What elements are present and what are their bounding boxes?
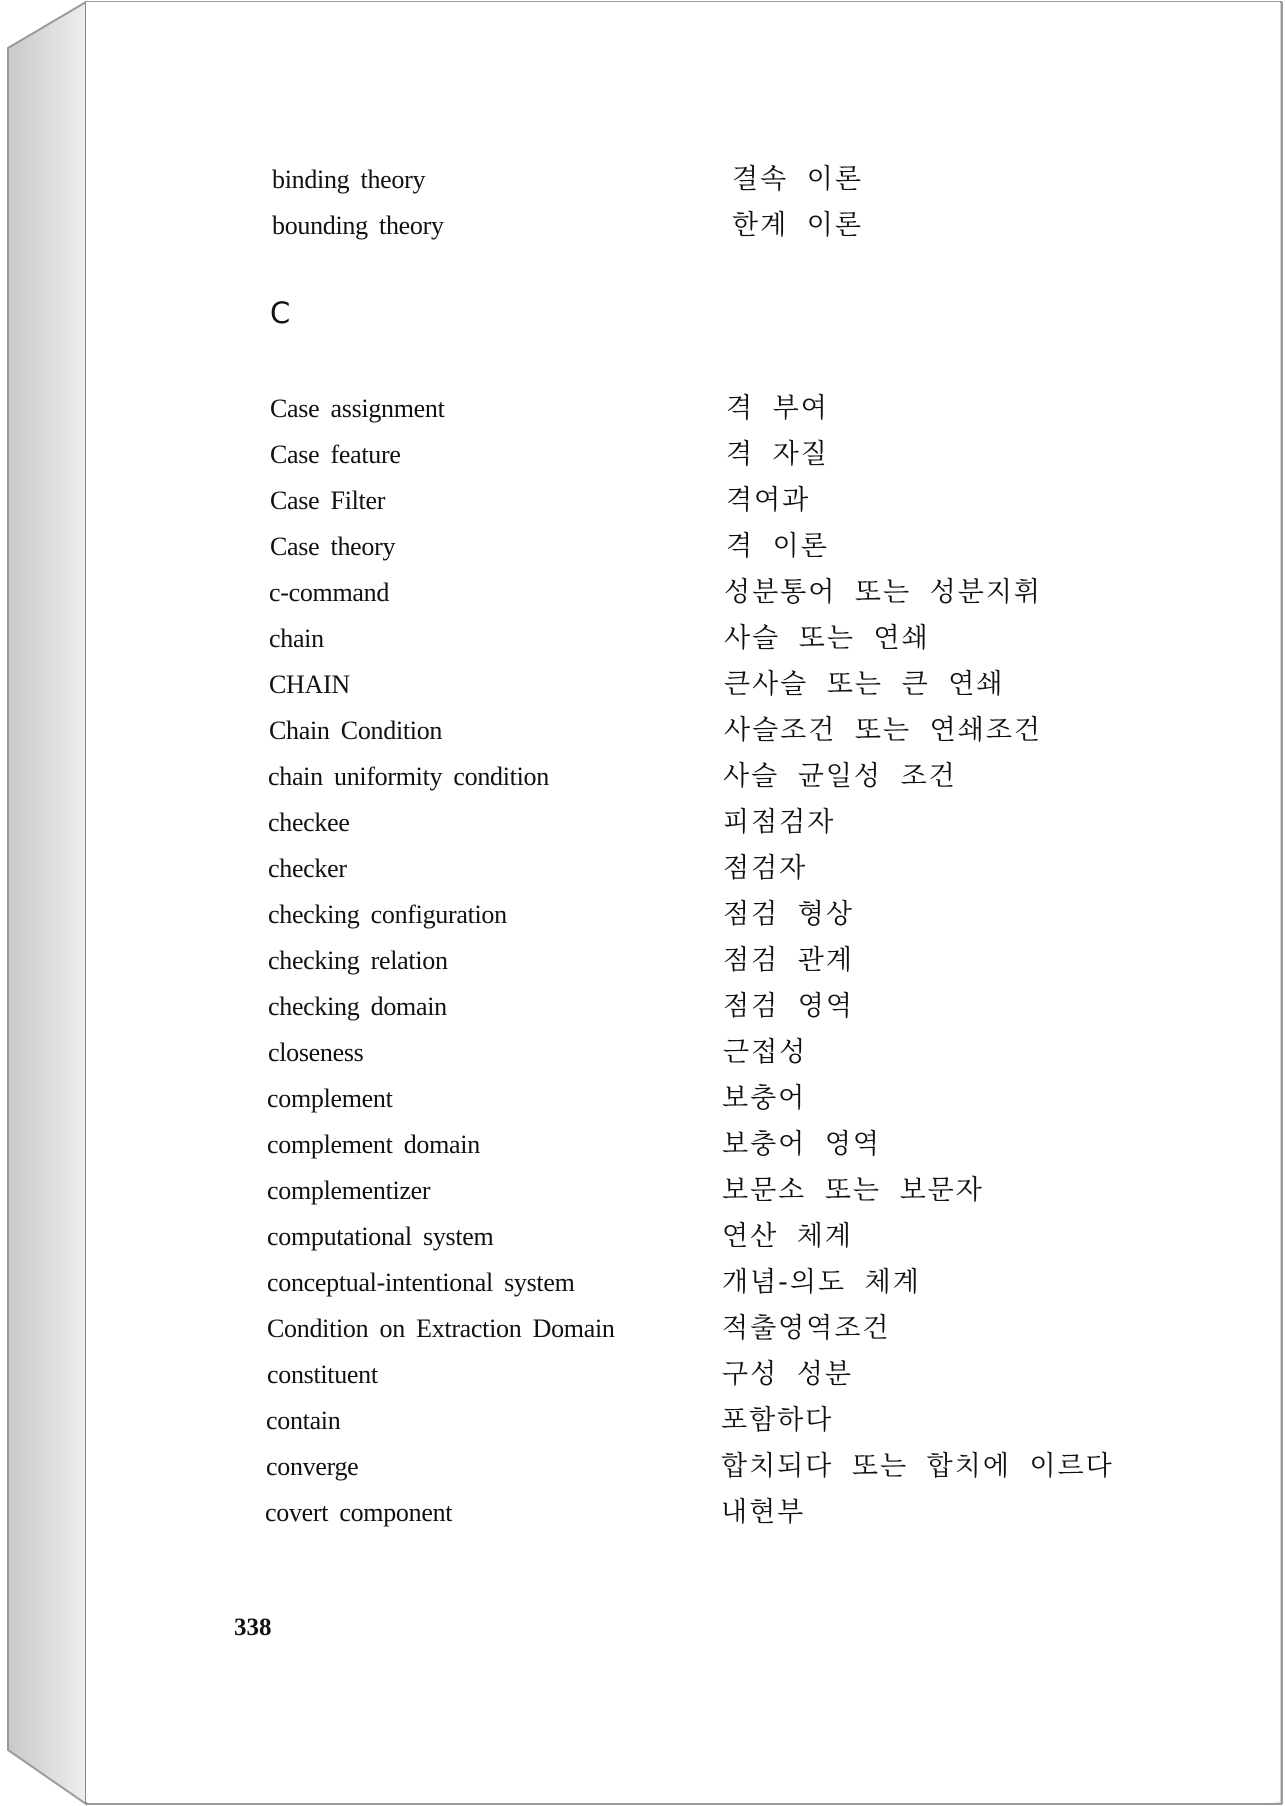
english-term: Case Filter bbox=[270, 486, 386, 515]
glossary-entry bbox=[86, 386, 1280, 432]
korean-translation: 격 부여 bbox=[726, 393, 829, 424]
korean-translation: 점검자 bbox=[723, 853, 808, 884]
english-term: Condition on Extraction Domain bbox=[267, 1314, 615, 1343]
english-term: checking domain bbox=[268, 992, 447, 1021]
glossary-entry bbox=[86, 203, 1280, 249]
korean-translation: 보문소 또는 보문자 bbox=[722, 1175, 984, 1206]
glossary-entry bbox=[86, 754, 1280, 800]
korean-translation: 근접성 bbox=[723, 1037, 808, 1068]
english-term: checking configuration bbox=[268, 900, 507, 929]
c-entries bbox=[86, 386, 1280, 1536]
korean-translation: 사슬 또는 연쇄 bbox=[724, 623, 930, 654]
english-term: checking relation bbox=[268, 946, 448, 975]
english-term: converge bbox=[266, 1452, 359, 1481]
glossary-entry bbox=[86, 1076, 1280, 1122]
glossary-entry bbox=[86, 708, 1280, 754]
english-term: CHAIN bbox=[269, 670, 350, 699]
korean-translation: 내현부 bbox=[721, 1497, 806, 1528]
glossary-entry bbox=[86, 662, 1280, 708]
english-term: chain bbox=[269, 624, 324, 653]
english-term: computational system bbox=[267, 1222, 494, 1251]
english-term: complementizer bbox=[267, 1176, 431, 1205]
english-term: constituent bbox=[267, 1360, 378, 1389]
korean-translation: 점검 관계 bbox=[723, 945, 854, 976]
korean-translation: 성분통어 또는 성분지휘 bbox=[724, 577, 1042, 608]
english-term: covert component bbox=[265, 1498, 453, 1527]
glossary-entry bbox=[86, 524, 1280, 570]
glossary-entry bbox=[86, 616, 1280, 662]
glossary-entry bbox=[86, 1490, 1280, 1536]
glossary-entry bbox=[86, 800, 1280, 846]
english-term: complement domain bbox=[267, 1130, 480, 1159]
english-term: checkee bbox=[268, 808, 350, 837]
korean-translation: 보충어 bbox=[722, 1083, 807, 1114]
korean-translation: 적출영역조건 bbox=[722, 1313, 891, 1344]
korean-translation: 구성 성분 bbox=[722, 1359, 853, 1390]
glossary-entry bbox=[86, 846, 1280, 892]
korean-translation: 큰사슬 또는 큰 연쇄 bbox=[724, 669, 1005, 700]
english-term: checker bbox=[268, 854, 347, 883]
glossary-entry bbox=[86, 478, 1280, 524]
glossary-entry bbox=[86, 892, 1280, 938]
glossary-entry bbox=[86, 1398, 1280, 1444]
glossary-entry bbox=[86, 1168, 1280, 1214]
glossary-entry bbox=[86, 1306, 1280, 1352]
korean-translation: 개념-의도 체계 bbox=[722, 1267, 921, 1298]
korean-translation: 사슬조건 또는 연쇄조건 bbox=[724, 715, 1042, 746]
glossary-entry bbox=[86, 1260, 1280, 1306]
korean-translation: 격여과 bbox=[726, 485, 811, 516]
korean-translation: 보충어 영역 bbox=[722, 1129, 881, 1160]
section-heading-letter: C bbox=[270, 296, 291, 330]
korean-translation: 피점검자 bbox=[723, 807, 836, 838]
english-term: chain uniformity condition bbox=[268, 762, 549, 791]
korean-translation: 사슬 균일성 조건 bbox=[723, 761, 957, 792]
page-number: 338 bbox=[234, 1614, 272, 1641]
english-term: binding theory bbox=[272, 165, 426, 194]
korean-translation: 격 이론 bbox=[726, 531, 829, 562]
korean-translation: 점검 형상 bbox=[723, 899, 854, 930]
korean-translation: 연산 체계 bbox=[722, 1221, 853, 1252]
english-term: conceptual-intentional system bbox=[267, 1268, 575, 1297]
glossary-entry bbox=[86, 1444, 1280, 1490]
english-term: contain bbox=[266, 1406, 341, 1435]
english-term: Case theory bbox=[270, 532, 396, 561]
glossary-entry bbox=[86, 157, 1280, 203]
korean-translation: 합치되다 또는 합치에 이르다 bbox=[721, 1451, 1114, 1482]
korean-translation: 포함하다 bbox=[721, 1405, 834, 1436]
top-entries bbox=[86, 157, 1280, 249]
glossary-entry bbox=[86, 432, 1280, 478]
korean-translation: 결속 이론 bbox=[732, 164, 863, 195]
english-term: complement bbox=[267, 1084, 393, 1113]
korean-translation: 한계 이론 bbox=[732, 210, 863, 241]
glossary-entry bbox=[86, 1030, 1280, 1076]
english-term: c-command bbox=[269, 578, 390, 607]
english-term: bounding theory bbox=[272, 211, 444, 240]
korean-translation: 점검 영역 bbox=[723, 991, 854, 1022]
english-term: Case feature bbox=[270, 440, 401, 469]
glossary-entry bbox=[86, 1122, 1280, 1168]
korean-translation: 격 자질 bbox=[726, 439, 829, 470]
glossary-entry bbox=[86, 984, 1280, 1030]
glossary-entry bbox=[86, 570, 1280, 616]
glossary-entry bbox=[86, 1352, 1280, 1398]
english-term: Case assignment bbox=[270, 394, 445, 423]
glossary-page bbox=[86, 2, 1280, 1802]
english-term: Chain Condition bbox=[269, 716, 443, 745]
glossary-entry bbox=[86, 1214, 1280, 1260]
glossary-entry bbox=[86, 938, 1280, 984]
english-term: closeness bbox=[268, 1038, 364, 1067]
